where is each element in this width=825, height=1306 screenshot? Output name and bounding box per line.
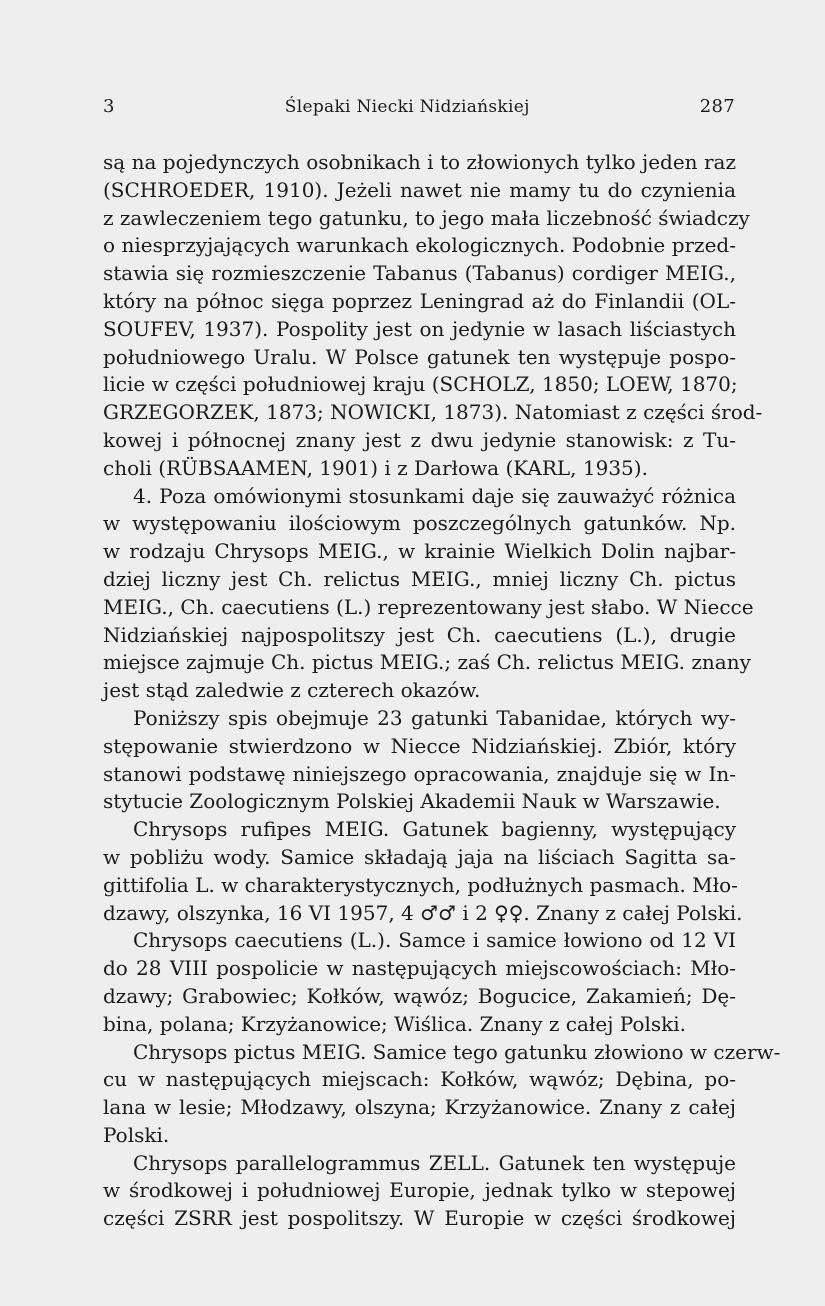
text-line: 4. Poza omówionymi stosunkami daje się zauważyć różnica	[133, 483, 736, 508]
text-line: w rodzaju Chrysops MEIG., w krainie Wielkich Dolin najbar-	[103, 539, 736, 564]
text-line: południowego Uralu. W Polsce gatunek ten występuje pospo-	[103, 344, 736, 369]
text-line: dzawy; Grabowiec; Kołków, wąwóz; Bogucice, Zakamień; Dę-	[103, 983, 736, 1008]
text-line: w pobliżu wody. Samice składają jaja na liściach Sagitta sa-	[103, 844, 736, 869]
text-line: stanowi podstawę niniejszego opracowania, znajduje się w In-	[103, 761, 736, 786]
text-line: Chrysops rufipes MEIG. Gatunek bagienny, występujący	[133, 817, 736, 842]
text-line: Chrysops pictus MEIG. Samice tego gatunku złowiono w czerw-	[133, 1039, 781, 1064]
text-line: licie w części południowej kraju (SCHOLZ, 1850; LOEW, 1870;	[103, 372, 738, 397]
text-line: jest stąd zaledwie z czterech okazów.	[103, 678, 481, 703]
left-page-marker: 3	[103, 96, 115, 117]
text-line: Chrysops caecutiens (L.). Samce i samice łowiono od 12 VI	[133, 928, 736, 953]
text-line: stytucie Zoologicznym Polskiej Akademii Nauk w Warszawie.	[103, 789, 721, 814]
text-line: (SCHROEDER, 1910). Jeżeli nawet nie mamy tu do czynienia	[103, 177, 736, 202]
text-line: GRZEGORZEK, 1873; NOWICKI, 1873). Natomiast z części środ-	[103, 400, 763, 425]
text-line: miejsce zajmuje Ch. pictus MEIG.; zaś Ch. relictus MEIG. znany	[103, 650, 751, 675]
text-line: do 28 VIII pospolicie w następujących miejscowościach: Mło-	[103, 956, 736, 981]
text-line: bina, polana; Krzyżanowice; Wiślica. Znany z całej Polski.	[103, 1011, 687, 1036]
text-line: dziej liczny jest Ch. relictus MEIG., mniej liczny Ch. pictus	[103, 566, 736, 591]
text-line: SOUFEV, 1937). Pospolity jest on jedynie w lasach liściastych	[103, 316, 736, 341]
text-line: który na północ sięga poprzez Leningrad aż do Finlandii (OL-	[103, 288, 736, 313]
page-header	[103, 96, 735, 117]
text-line: o niesprzyjających warunkach ekologicznych. Podobnie przed-	[103, 233, 736, 258]
text-line: stawia się rozmieszczenie Tabanus (Tabanus) cordiger MEIG.,	[103, 261, 736, 286]
text-line: gittifolia L. w charakterystycznych, podłużnych pasmach. Mło-	[103, 872, 738, 897]
page-number: 287	[699, 96, 735, 117]
text-line: w występowaniu ilościowym poszczególnych gatunków. Np.	[103, 511, 736, 536]
text-line: MEIG., Ch. caecutiens (L.) reprezentowany jest słabo. W Niecce	[103, 594, 754, 619]
text-line: z zawleczeniem tego gatunku, to jego mała liczebność świadczy	[103, 205, 750, 230]
text-line: choli (RÜBSAAMEN, 1901) i z Darłowa (KARL, 1935).	[103, 455, 648, 480]
text-line: cu w następujących miejscach: Kołków, wąwóz; Dębina, po-	[103, 1067, 736, 1092]
text-line: części ZSRR jest pospolitszy. W Europie w części środkowej	[103, 1206, 736, 1231]
text-line: Poniższy spis obejmuje 23 gatunki Tabanidae, których wy-	[133, 705, 736, 730]
running-title: Ślepaki Niecki Nidziańskiej	[284, 97, 530, 117]
text-line: Nidziańskiej najpospolitszy jest Ch. caecutiens (L.), drugie	[103, 622, 736, 647]
text-line: lana w lesie; Młodzawy, olszyna; Krzyżanowice. Znany z całej	[103, 1095, 736, 1120]
text-line: Chrysops parallelogrammus ZELL. Gatunek ten występuje	[133, 1150, 736, 1175]
text-line: kowej i północnej znany jest z dwu jedynie stanowisk: z Tu-	[103, 427, 736, 452]
body-text	[103, 149, 781, 1233]
text-line: są na pojedynczych osobnikach i to złowionych tylko jeden raz	[103, 150, 736, 174]
text-line: dzawy, olszynka, 16 VI 1957, 4 ♂♂ i 2 ♀♀. Znany z całej Polski.	[103, 900, 743, 925]
text-line: Polski.	[103, 1122, 170, 1147]
text-line: stępowanie stwierdzono w Niecce Nidziańskiej. Zbiór, który	[103, 733, 736, 758]
text-line: w środkowej i południowej Europie, jednak tylko w stepowej	[103, 1178, 736, 1203]
